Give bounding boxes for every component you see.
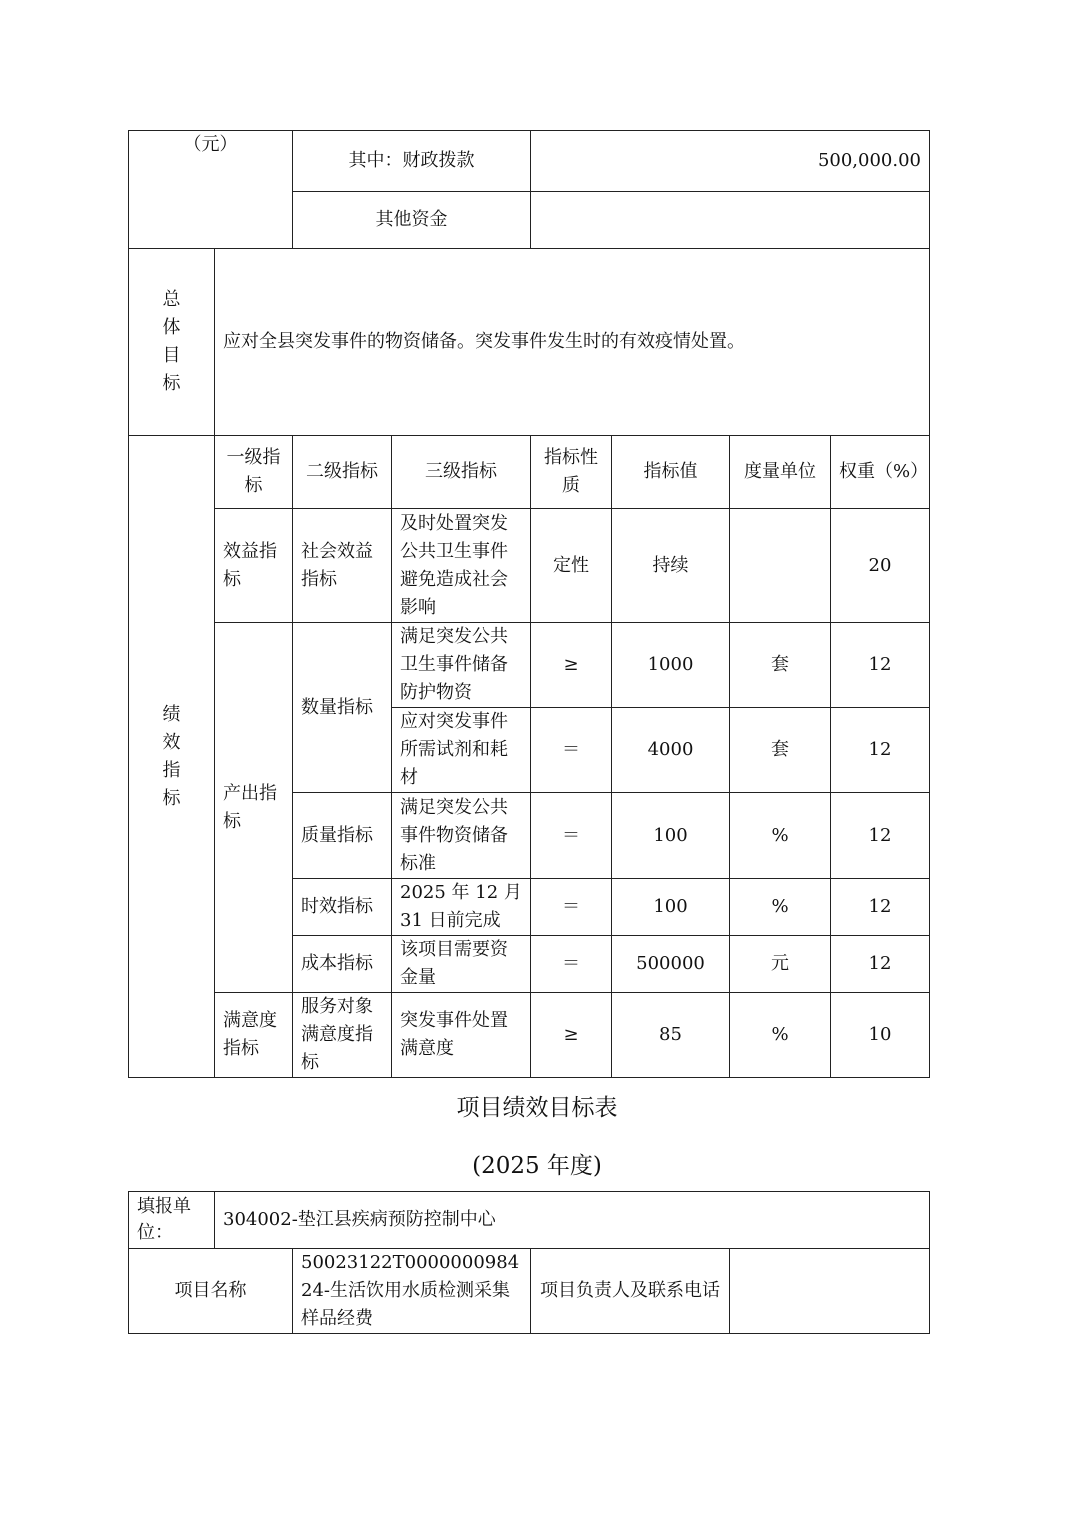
overall-goal-char: 目 [162, 345, 181, 366]
nature-cell: ＝ [531, 879, 612, 936]
performance-label [129, 436, 215, 1078]
table-title: 项目绩效目标表 [456, 1095, 618, 1121]
nature-cell: ＝ [531, 936, 612, 993]
level3-cell: 2025 年 12 月 31 日前完成 [392, 879, 531, 936]
header-value: 指标值 [612, 436, 730, 509]
nature-cell: ≥ [531, 623, 612, 708]
level3-cell: 该项目需要资金量 [392, 936, 531, 993]
overall-goal-char: 总 [162, 289, 181, 310]
performance-char: 绩 [162, 703, 181, 725]
level2-cell: 质量指标 [293, 793, 392, 879]
header-level1: 一级指标 [215, 436, 293, 509]
fiscal-label: 其中：财政拨款 [293, 131, 531, 192]
fiscal-value: 500,000.00 [531, 131, 930, 192]
level2-cell: 数量指标 [293, 623, 392, 793]
unit-cell: 套 [730, 623, 831, 708]
other-funds-value [531, 192, 930, 249]
weight-cell: 12 [831, 623, 930, 708]
overall-goal-text: 应对全县突发事件的物资储备。突发事件发生时的有效疫情处置。 [215, 249, 930, 436]
header-unit: 度量单位 [730, 436, 831, 509]
level3-cell: 满足突发公共事件物资储备标准 [392, 793, 531, 879]
level3-cell: 应对突发事件所需试剂和耗材 [392, 708, 531, 793]
performance-table [128, 130, 930, 1078]
header-nature: 指标性质 [531, 436, 612, 509]
weight-cell: 12 [831, 936, 930, 993]
nature-cell: ＝ [531, 793, 612, 879]
value-cell: 500000 [612, 936, 730, 993]
project-name-value: 50023122T000000098424-生活饮用水质检测采集样品经费 [293, 1249, 531, 1334]
weight-cell: 20 [831, 509, 930, 623]
contact-label: 项目负责人及联系电话 [531, 1249, 730, 1334]
budget-unit-label: （元） [129, 131, 293, 249]
level3-cell: 突发事件处置满意度 [392, 993, 531, 1078]
nature-cell: ≥ [531, 993, 612, 1078]
level2-cell: 成本指标 [293, 936, 392, 993]
other-funds-label: 其他资金 [293, 192, 531, 249]
weight-cell: 12 [831, 708, 930, 793]
table-row [129, 623, 930, 708]
value-cell: 100 [612, 793, 730, 879]
unit-cell: % [730, 793, 831, 879]
unit-cell [730, 509, 831, 623]
level2-cell: 服务对象满意度指标 [293, 993, 392, 1078]
header-level3: 三级指标 [392, 436, 531, 509]
unit-cell: 元 [730, 936, 831, 993]
performance-char: 指 [162, 759, 181, 781]
table-row [129, 509, 930, 623]
fill-unit-value: 304002-垫江县疾病预防控制中心 [215, 1192, 930, 1249]
performance-char: 标 [162, 787, 181, 809]
level1-benefit: 效益指标 [215, 509, 293, 623]
performance-char: 效 [162, 731, 181, 753]
level2-cell: 社会效益指标 [293, 509, 392, 623]
nature-cell: ＝ [531, 708, 612, 793]
header-weight: 权重（%） [831, 436, 930, 509]
contact-value [730, 1249, 930, 1334]
weight-cell: 12 [831, 879, 930, 936]
table-year: (2025 年度) [472, 1153, 602, 1179]
table-row [129, 993, 930, 1078]
project-name-label: 项目名称 [129, 1249, 293, 1334]
level1-output: 产出指标 [215, 623, 293, 993]
value-cell: 85 [612, 993, 730, 1078]
unit-cell: 套 [730, 708, 831, 793]
project-info-table [128, 1191, 930, 1334]
overall-goal-label [129, 249, 215, 436]
fill-unit-label: 填报单位： [129, 1192, 215, 1249]
weight-cell: 10 [831, 993, 930, 1078]
overall-goal-char: 体 [162, 317, 181, 338]
level1-satisfaction: 满意度指标 [215, 993, 293, 1078]
unit-cell: % [730, 879, 831, 936]
level2-cell: 时效指标 [293, 879, 392, 936]
nature-cell: 定性 [531, 509, 612, 623]
header-level2: 二级指标 [293, 436, 392, 509]
value-cell: 4000 [612, 708, 730, 793]
unit-cell: % [730, 993, 831, 1078]
level3-cell: 及时处置突发公共卫生事件避免造成社会影响 [392, 509, 531, 623]
value-cell: 持续 [612, 509, 730, 623]
weight-cell: 12 [831, 793, 930, 879]
value-cell: 100 [612, 879, 730, 936]
value-cell: 1000 [612, 623, 730, 708]
level3-cell: 满足突发公共卫生事件储备防护物资 [392, 623, 531, 708]
overall-goal-char: 标 [162, 373, 181, 394]
